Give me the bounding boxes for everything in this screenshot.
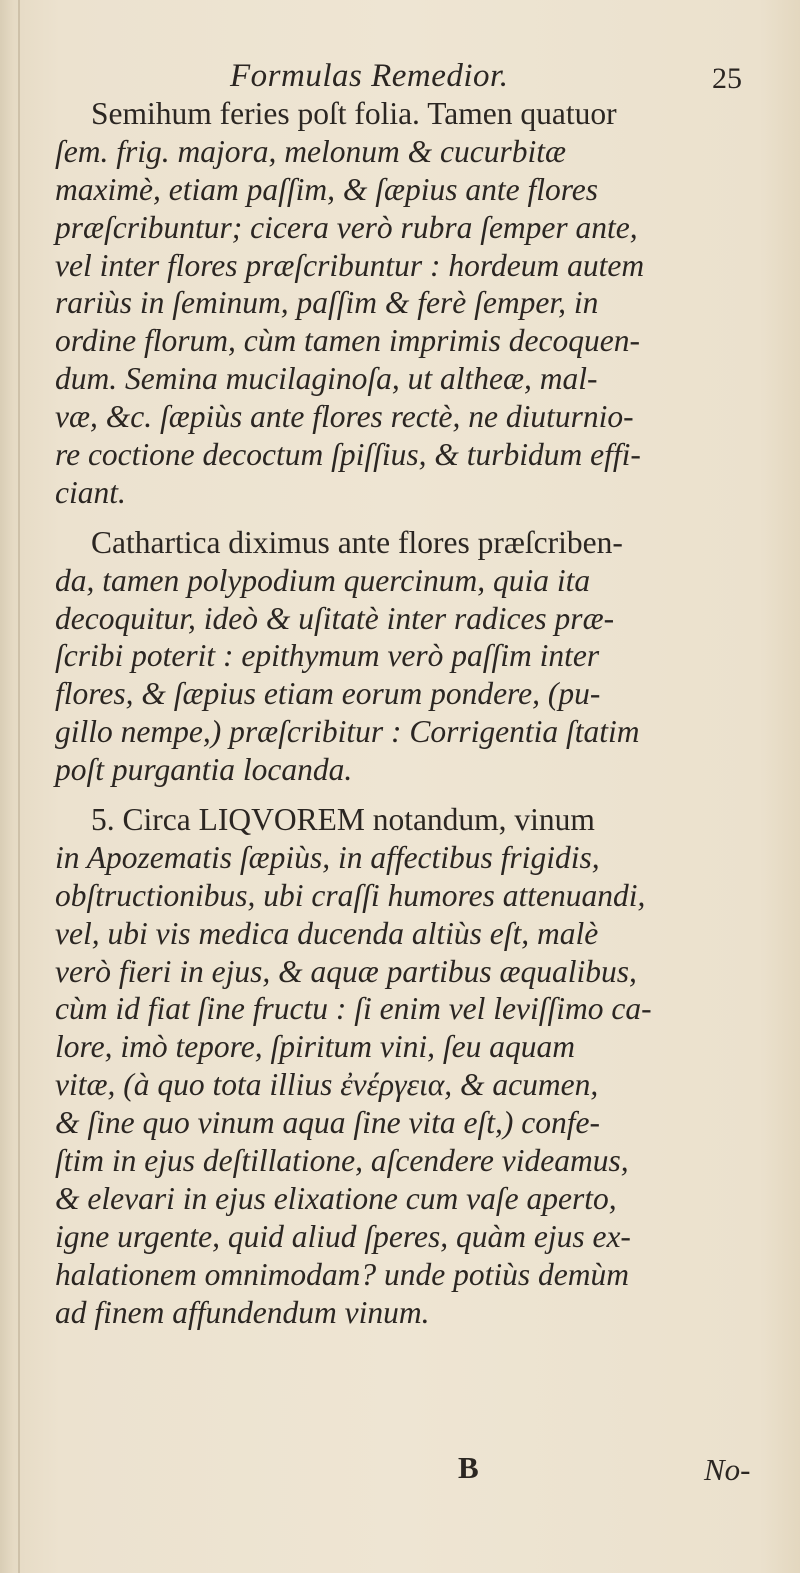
text-line: & elevari in ejus elixatione cum vaſe aperto, [55,1180,617,1216]
text-line: da, tamen polypodium quercinum, quia ita [55,562,591,598]
text-line: cùm id fiat ſine fructu : ſi enim vel leviſſimo ca- [55,991,652,1027]
text-line: halationem omnimodam? unde potiùs demùm [55,1256,629,1292]
running-head: Formulas Remedior. [230,58,509,94]
page-header [0,58,800,98]
text-line: ciant. [55,474,126,510]
binding-gutter [18,0,20,1573]
text-line: maximè, etiam paſſim, & ſæpius ante flores [55,171,599,207]
text-line: flores, & ſæpius etiam eorum pondere, (pu- [55,676,601,712]
text-line: vitæ, (à quo tota illius ἐνέργεια, & acumen, [55,1067,599,1103]
text-line: præſcribuntur; cicera verò rubra ſemper ante, [55,209,638,245]
text-line: gillo nempe,) præſcribitur : Corrigentia ſtatim [55,714,640,750]
text-line: lore, imò tepore, ſpiritum vini, ſeu aquam [55,1029,575,1065]
text-line: ſtim in ejus deſtillatione, aſcendere videamus, [55,1143,629,1179]
text-line: & ſine quo vinum aqua ſine vita eſt,) confe- [55,1105,600,1141]
text-line: rariùs in ſeminum, paſſim & ferè ſemper, in [55,285,599,321]
text-line: obſtructionibus, ubi craſſi humores attenuandi, [55,877,646,913]
page-number: 25 [712,62,742,95]
text-line: ad finem affundendum vinum. [55,1294,430,1330]
text-line: decoquitur, ideò & uſitatè inter radices præ- [55,600,615,636]
text-line: ordine florum, cùm tamen imprimis decoquen- [55,323,640,359]
catchword: No- [704,1452,751,1487]
signature-mark: B [458,1450,479,1485]
text-line: Cathartica diximus ante flores præſcriben- [91,524,623,560]
text-line: Semihum feries poſt folia. Tamen quatuor [91,96,617,131]
text-line: igne urgente, quid aliud ſperes, quàm ejus ex- [55,1218,631,1254]
text-line: vel inter flores præſcribuntur : hordeum autem [55,247,645,283]
text-line: poſt purgantia locanda. [55,752,353,788]
text-line: 5. Circa LIQVOREM notandum, vinum [91,802,595,838]
page-footer [0,1450,800,1490]
text-line: in Apozematis ſæpiùs, in affectibus frigidis, [55,839,600,875]
text-line: væ, &c. ſæpiùs ante flores rectè, ne diuturnio- [55,399,634,435]
text-line: ſcribi poterit : epithymum verò paſſim inter [55,638,600,674]
text-line: re coctione decoctum ſpiſſius, & turbidum effi- [55,437,641,473]
body-text [55,95,775,1332]
text-line: vel, ubi vis medica ducenda altiùs eſt, malè [55,915,599,951]
text-line: ſem. frig. majora, melonum & cucurbitæ [55,133,566,169]
text-line: verò fieri in ejus, & aquæ partibus æqualibus, [55,953,637,989]
text-line: dum. Semina mucilaginoſa, ut altheæ, mal- [55,361,598,397]
